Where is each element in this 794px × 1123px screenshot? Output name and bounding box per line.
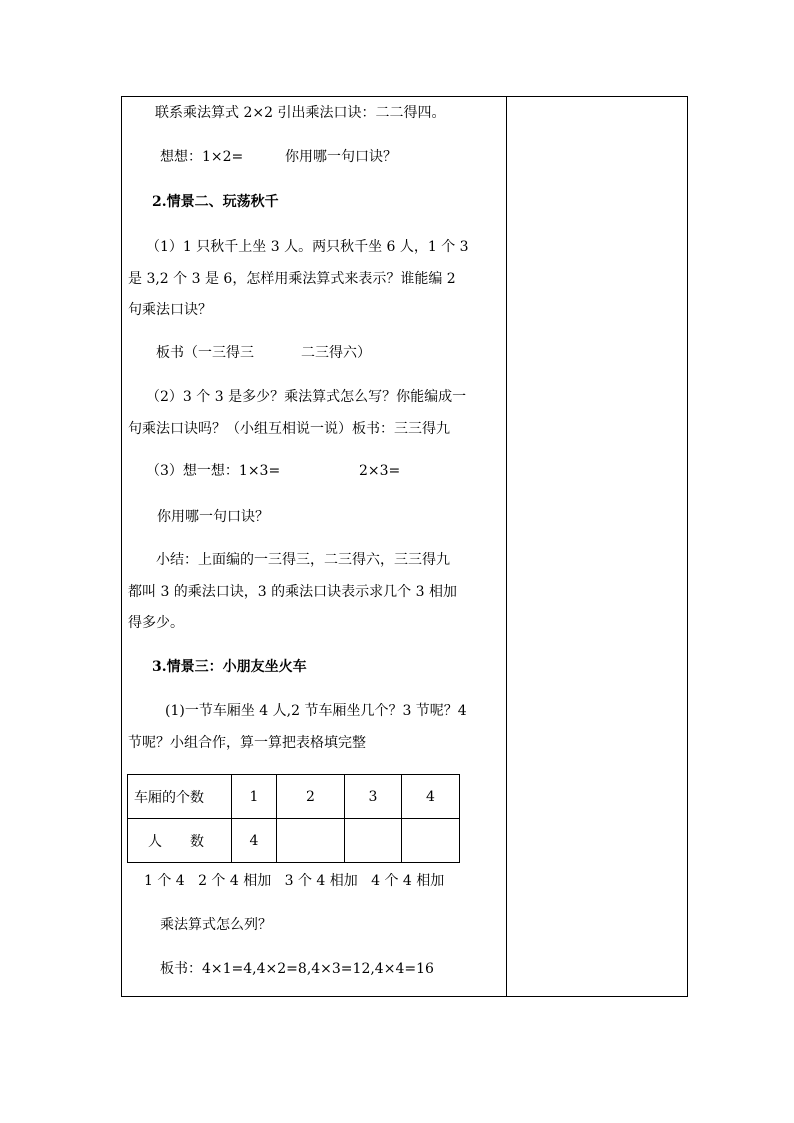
text-line: 想想：1×2= — [160, 149, 244, 165]
table-cell — [345, 819, 402, 863]
text-line: （3）想一想：1×3= — [146, 463, 281, 479]
text-line: 板书：4×1=4,4×2=8,4×3=12,4×4=16 — [160, 961, 434, 977]
text-line: 你用哪一句口诀？ — [285, 149, 397, 165]
carriage-table — [127, 774, 460, 863]
text-line: 节呢？小组合作，算一算把表格填完整 — [128, 735, 366, 751]
text-line: 都叫 3 的乘法口诀，3 的乘法口诀表示求几个 3 相加 — [128, 584, 457, 600]
table-cell: 2 — [277, 775, 345, 819]
table-row — [128, 775, 460, 819]
table-cell: 车厢的个数 — [128, 775, 232, 819]
text-line: 乘法算式怎么列？ — [160, 917, 272, 933]
text-line: (1)一节车厢坐 4 人,2 节车厢坐几个？3 节呢？4 — [165, 703, 467, 719]
text-line: 二三得六） — [301, 345, 371, 361]
table-cell: 1 — [232, 775, 277, 819]
text-line: （2）3 个 3 是多少？乘法算式怎么写？你能编成一 — [146, 389, 467, 405]
table-cell — [402, 819, 460, 863]
text-line: 2×3= — [359, 463, 401, 479]
text-line: 句乘法口诀？ — [128, 302, 212, 318]
text-line: 联系乘法算式 2×2 引出乘法口诀：二二得四。 — [155, 105, 446, 121]
section-heading: 3.情景三：小朋友坐火车 — [152, 659, 307, 675]
table-cell — [277, 819, 345, 863]
table-row — [128, 819, 460, 863]
text-line: 1 个 4 2 个 4 相加 3 个 4 相加 4 个 4 相加 — [144, 873, 445, 889]
text-line: 得多少。 — [128, 615, 184, 631]
text-line: （1）1 只秋千上坐 3 人。两只秋千坐 6 人，1 个 3 — [146, 239, 469, 255]
text-line: 句乘法口诀吗？（小组互相说一说）板书：三三得九 — [128, 421, 450, 437]
table-cell: 人 数 — [128, 819, 232, 863]
table-cell: 4 — [402, 775, 460, 819]
text-line: 是 3,2 个 3 是 6，怎样用乘法算式来表示？谁能编 2 — [128, 271, 456, 287]
table-cell: 4 — [232, 819, 277, 863]
text-line: 板书（一三得三 — [156, 345, 254, 361]
column-divider — [506, 97, 507, 996]
text-line: 小结：上面编的一三得三，二三得六，三三得九 — [156, 552, 450, 568]
section-heading: 2.情景二、玩荡秋千 — [152, 194, 279, 210]
text-line: 你用哪一句口诀？ — [157, 509, 269, 525]
table-cell: 3 — [345, 775, 402, 819]
